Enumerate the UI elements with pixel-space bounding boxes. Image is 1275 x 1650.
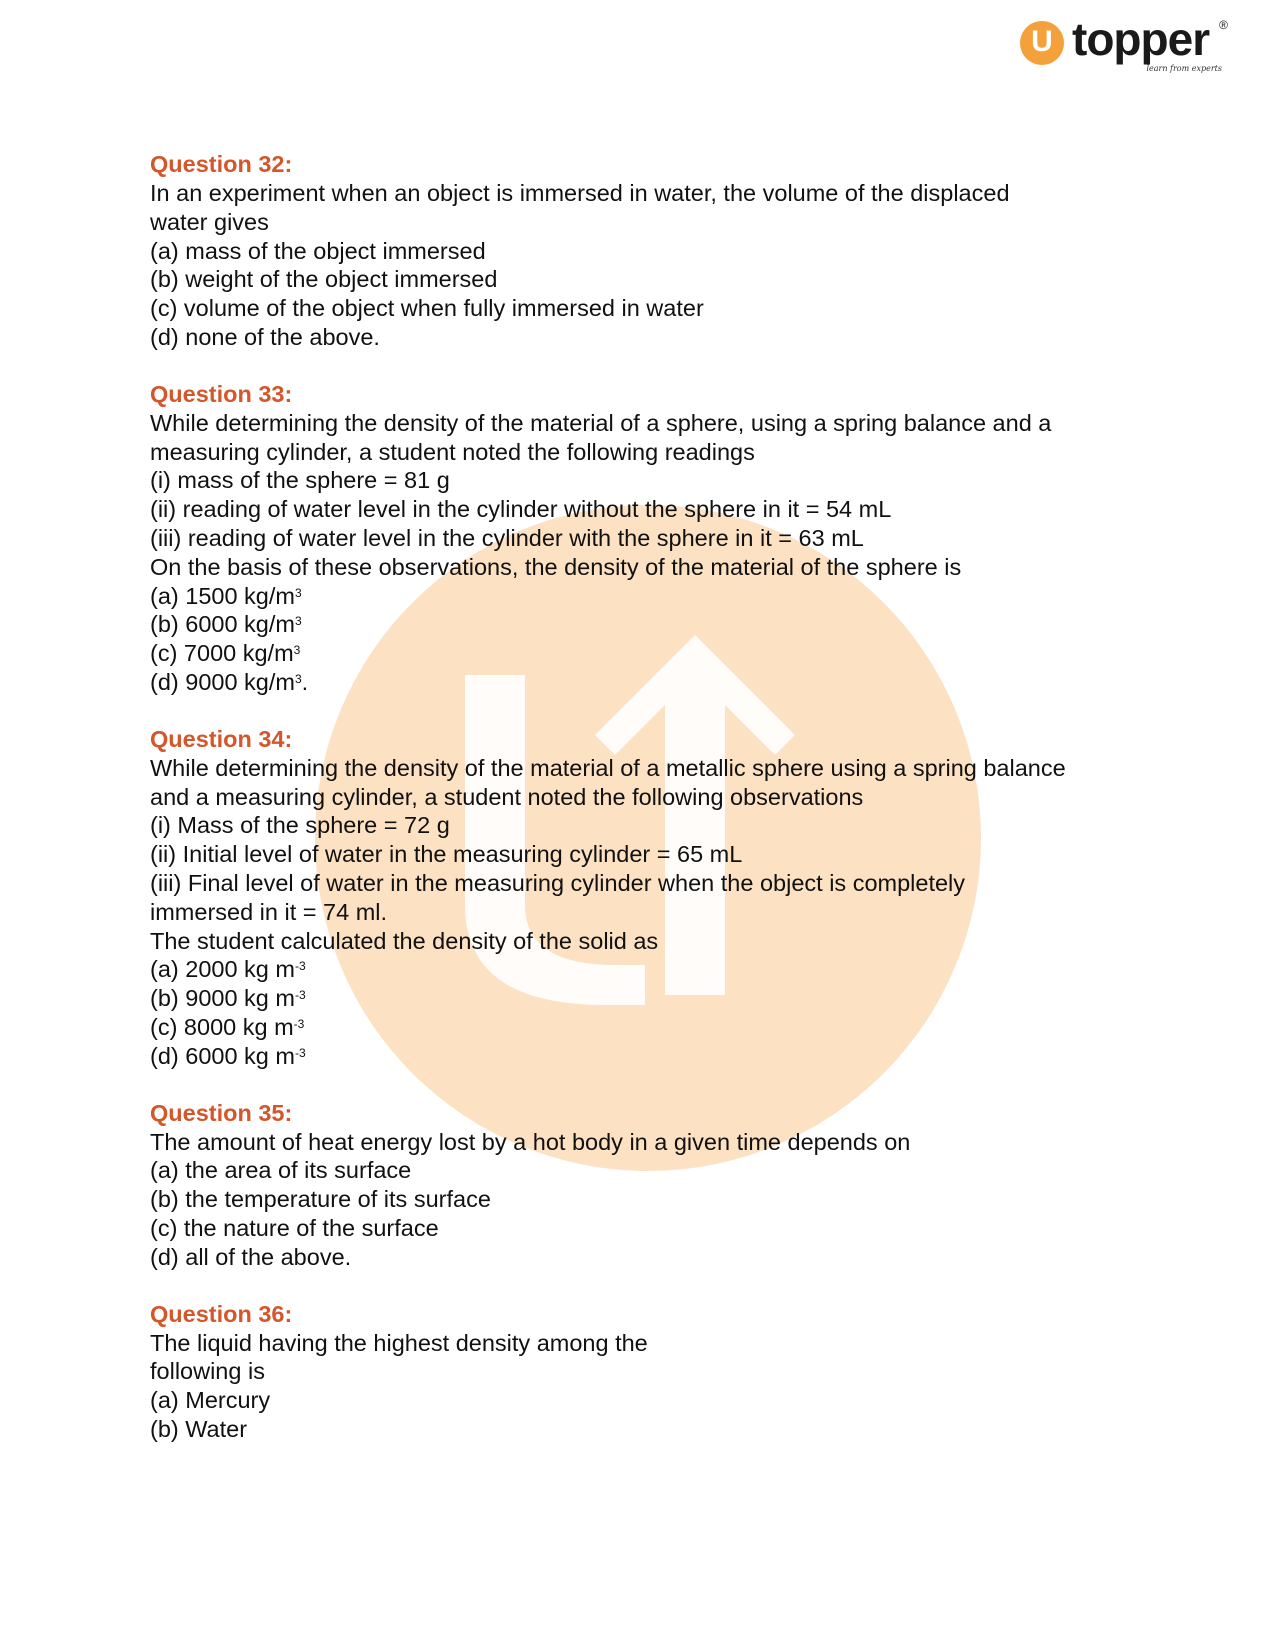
question-text: On the basis of these observations, the density of the material of the sphere is bbox=[150, 553, 962, 580]
option-label: (a) 2000 kg m bbox=[150, 956, 295, 983]
unit-exponent: -3 bbox=[293, 1016, 305, 1031]
question-text: (i) mass of the sphere = 81 g bbox=[150, 467, 450, 494]
brand-tagline: learn from experts bbox=[1146, 64, 1222, 73]
unit-exponent: 3 bbox=[294, 614, 302, 629]
question-34 bbox=[150, 725, 1150, 1071]
option-label: (c) 7000 kg/m bbox=[150, 640, 294, 667]
option-c: (c) volume of the object when fully immersed in water bbox=[150, 295, 704, 322]
unit-exponent: -3 bbox=[294, 959, 306, 974]
question-text: immersed in it = 74 ml. bbox=[150, 898, 388, 925]
question-33 bbox=[150, 380, 1150, 697]
question-text: measuring cylinder, a student noted the following readings bbox=[150, 438, 755, 465]
unit-exponent: -3 bbox=[294, 1045, 306, 1060]
question-title: Question 35: bbox=[150, 1099, 293, 1126]
question-text: (ii) reading of water level in the cylinder without the sphere in it = 54 mL bbox=[150, 496, 892, 523]
question-list bbox=[150, 150, 1150, 1472]
option-b: (b) weight of the object immersed bbox=[150, 266, 498, 293]
option-label: (c) 8000 kg m bbox=[150, 1013, 294, 1040]
option-b bbox=[150, 984, 1150, 1013]
unit-exponent: 3 bbox=[294, 671, 302, 686]
option-d: (d) all of the above. bbox=[150, 1243, 352, 1270]
option-a: (a) the area of its surface bbox=[150, 1157, 412, 1184]
option-a bbox=[150, 955, 1150, 984]
question-text: The student calculated the density of the solid as bbox=[150, 927, 659, 954]
option-b: (b) the temperature of its surface bbox=[150, 1186, 491, 1213]
question-32 bbox=[150, 150, 1150, 352]
question-title: Question 32: bbox=[150, 151, 293, 177]
option-c: (c) the nature of the surface bbox=[150, 1214, 439, 1241]
option-a: (a) Mercury bbox=[150, 1387, 271, 1414]
brand-name: topper bbox=[1072, 13, 1210, 65]
option-label: (d) 6000 kg m bbox=[150, 1042, 295, 1069]
option-a: (a) mass of the object immersed bbox=[150, 237, 486, 264]
question-text: (iii) Final level of water in the measuring cylinder when the object is completely bbox=[150, 869, 966, 896]
question-text: The liquid having the highest density among the bbox=[150, 1329, 648, 1356]
option-d: (d) none of the above. bbox=[150, 323, 380, 350]
question-text: While determining the density of the material of a sphere, using a spring balance and a bbox=[150, 409, 1052, 436]
unit-exponent: -3 bbox=[294, 988, 306, 1003]
question-title: Question 34: bbox=[150, 725, 293, 752]
option-d bbox=[150, 1042, 1150, 1071]
option-label: (d) 9000 kg/m bbox=[150, 668, 295, 695]
question-title: Question 36: bbox=[150, 1300, 293, 1327]
question-36 bbox=[150, 1300, 1150, 1444]
brand-badge-icon: U bbox=[1020, 21, 1064, 65]
option-label: (b) 9000 kg m bbox=[150, 985, 295, 1012]
brand-logo bbox=[1020, 13, 1230, 76]
option-c bbox=[150, 639, 1150, 668]
question-35 bbox=[150, 1099, 1150, 1272]
option-c bbox=[150, 1013, 1150, 1042]
option-b: (b) Water bbox=[150, 1415, 248, 1442]
question-text: (i) Mass of the sphere = 72 g bbox=[150, 812, 450, 839]
unit-exponent: 3 bbox=[294, 585, 302, 600]
option-label: (a) 1500 kg/m bbox=[150, 582, 295, 609]
question-text: water gives bbox=[150, 208, 269, 235]
question-title: Question 33: bbox=[150, 380, 293, 407]
registered-mark: ® bbox=[1219, 18, 1228, 32]
question-text: following is bbox=[150, 1358, 265, 1385]
question-text: (iii) reading of water level in the cylinder with the sphere in it = 63 mL bbox=[150, 524, 864, 551]
question-text: In an experiment when an object is immersed in water, the volume of the displaced bbox=[150, 180, 1010, 206]
option-d bbox=[150, 668, 1150, 697]
question-text: The amount of heat energy lost by a hot body in a given time depends on bbox=[150, 1128, 911, 1155]
option-tail: . bbox=[301, 668, 309, 695]
option-a bbox=[150, 582, 1150, 611]
option-b bbox=[150, 610, 1150, 639]
question-text: (ii) Initial level of water in the measuring cylinder = 65 mL bbox=[150, 841, 743, 868]
question-text: and a measuring cylinder, a student noted the following observations bbox=[150, 783, 864, 810]
unit-exponent: 3 bbox=[293, 643, 301, 658]
question-text: While determining the density of the material of a metallic sphere using a spring balance bbox=[150, 754, 1066, 781]
option-label: (b) 6000 kg/m bbox=[150, 611, 295, 638]
